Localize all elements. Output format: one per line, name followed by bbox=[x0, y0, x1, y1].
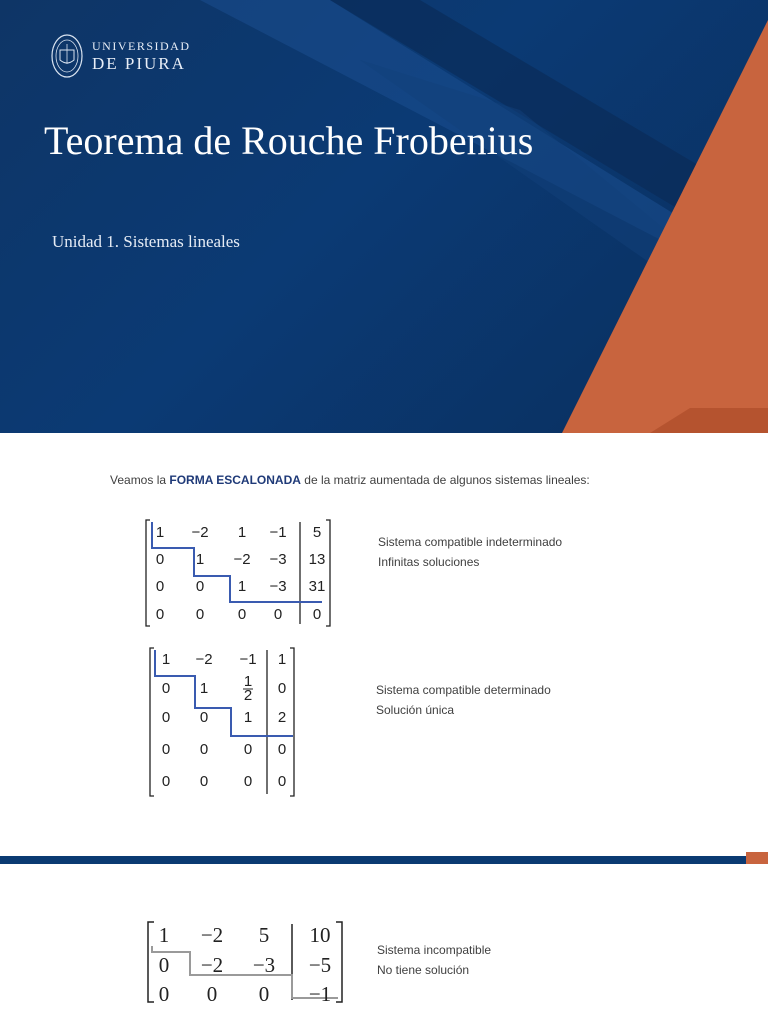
matrix-cell: 0 bbox=[237, 606, 247, 623]
divider-accent bbox=[746, 852, 768, 864]
staircase-line bbox=[155, 650, 293, 736]
matrix-cell: −1 bbox=[308, 982, 332, 1006]
matrix-cell: 0 bbox=[243, 741, 253, 758]
matrix-cell: 0 bbox=[199, 741, 209, 758]
matrix-cell: 1 bbox=[195, 551, 205, 568]
matrix-cell: 10 bbox=[309, 923, 331, 947]
matrix-cell: 31 bbox=[308, 578, 326, 595]
caption-3 bbox=[377, 940, 491, 980]
matrix-cell: 0 bbox=[277, 773, 287, 790]
matrix-cell: 1 bbox=[277, 651, 287, 668]
matrix-cell: 0 bbox=[155, 578, 165, 595]
logo-line-1: UNIVERSIDAD bbox=[92, 39, 191, 53]
matrix-cell: 1 bbox=[158, 923, 170, 947]
slide-subtitle: Unidad 1. Sistemas lineales bbox=[52, 232, 240, 251]
matrix-cell: 0 bbox=[161, 741, 171, 758]
matrix-cell: 13 bbox=[308, 551, 326, 568]
matrix-2 bbox=[145, 646, 301, 798]
matrix-cell: 0 bbox=[155, 551, 165, 568]
caption-2-line-2: Solución única bbox=[376, 703, 455, 717]
title-slide bbox=[0, 0, 768, 433]
matrix-cell: 1 bbox=[155, 524, 165, 541]
matrix-cell: 1 bbox=[199, 680, 209, 697]
matrix-cell: 0 bbox=[155, 606, 165, 623]
intro-text bbox=[110, 473, 590, 487]
matrix-cell-fraction: 1 bbox=[243, 673, 253, 690]
matrix-cell: 0 bbox=[161, 773, 171, 790]
matrix-cell: 0 bbox=[243, 773, 253, 790]
matrix-cell: 0 bbox=[199, 709, 209, 726]
matrix-cell: 0 bbox=[158, 953, 170, 977]
matrix-cell: 0 bbox=[199, 773, 209, 790]
caption-3-line-2: No tiene solución bbox=[377, 963, 470, 977]
intro-suffix: de la matriz aumentada de algunos sistemas lineales: bbox=[300, 473, 590, 487]
matrix-cell: −2 bbox=[195, 651, 213, 668]
caption-3-line-1: Sistema incompatible bbox=[377, 943, 492, 957]
matrix-cell: −2 bbox=[200, 923, 224, 947]
matrix-cell: 5 bbox=[312, 524, 322, 541]
matrix-cell: −2 bbox=[200, 953, 224, 977]
matrix-cell: 0 bbox=[206, 982, 218, 1006]
matrix-cell: 0 bbox=[195, 578, 205, 595]
matrix-cell: 1 bbox=[237, 578, 247, 595]
matrix-cell: −1 bbox=[269, 524, 287, 541]
matrix-cell: −2 bbox=[191, 524, 209, 541]
matrix-cell: 1 bbox=[161, 651, 171, 668]
matrix-1 bbox=[142, 518, 336, 628]
orange-triangle bbox=[562, 20, 768, 433]
matrix-cell: −3 bbox=[269, 551, 287, 568]
matrix-cell: 0 bbox=[161, 709, 171, 726]
matrix-cell: 0 bbox=[258, 982, 270, 1006]
matrix-cell: −1 bbox=[239, 651, 257, 668]
intro-bold: FORMA ESCALONADA bbox=[169, 473, 301, 487]
caption-1 bbox=[378, 532, 562, 572]
matrix-cell: −3 bbox=[252, 953, 276, 977]
matrix-cell-fraction: 2 bbox=[243, 687, 253, 704]
caption-2 bbox=[376, 680, 551, 720]
matrix-cell: 0 bbox=[158, 982, 170, 1006]
matrix-cell: −2 bbox=[233, 551, 251, 568]
matrix-3-cells bbox=[159, 923, 331, 1006]
matrix-cell: 0 bbox=[277, 741, 287, 758]
matrix-cell: 1 bbox=[237, 524, 247, 541]
matrix-cell: −3 bbox=[269, 578, 287, 595]
slide-title: Teorema de Rouche Frobenius bbox=[44, 118, 534, 163]
matrix-cell: 0 bbox=[195, 606, 205, 623]
university-logo bbox=[50, 32, 191, 80]
university-seal-icon bbox=[50, 32, 84, 80]
logo-line-2: DE PIURA bbox=[92, 54, 186, 73]
caption-1-line-2: Infinitas soluciones bbox=[378, 555, 480, 569]
matrix-cell: 1 bbox=[243, 709, 253, 726]
matrix-cell: 2 bbox=[277, 709, 287, 726]
matrix-3 bbox=[142, 918, 350, 1006]
matrix-cell: −5 bbox=[308, 953, 332, 977]
caption-1-line-1: Sistema compatible indeterminado bbox=[378, 535, 563, 549]
matrix-cell: 0 bbox=[312, 606, 322, 623]
matrix-cell: 0 bbox=[161, 680, 171, 697]
slide-divider bbox=[0, 856, 768, 864]
matrix-cell: 5 bbox=[258, 923, 270, 947]
matrix-cell: 0 bbox=[277, 680, 287, 697]
intro-prefix: Veamos la bbox=[110, 473, 170, 487]
matrix-cell: 0 bbox=[273, 606, 283, 623]
caption-2-line-1: Sistema compatible determinado bbox=[376, 683, 551, 697]
